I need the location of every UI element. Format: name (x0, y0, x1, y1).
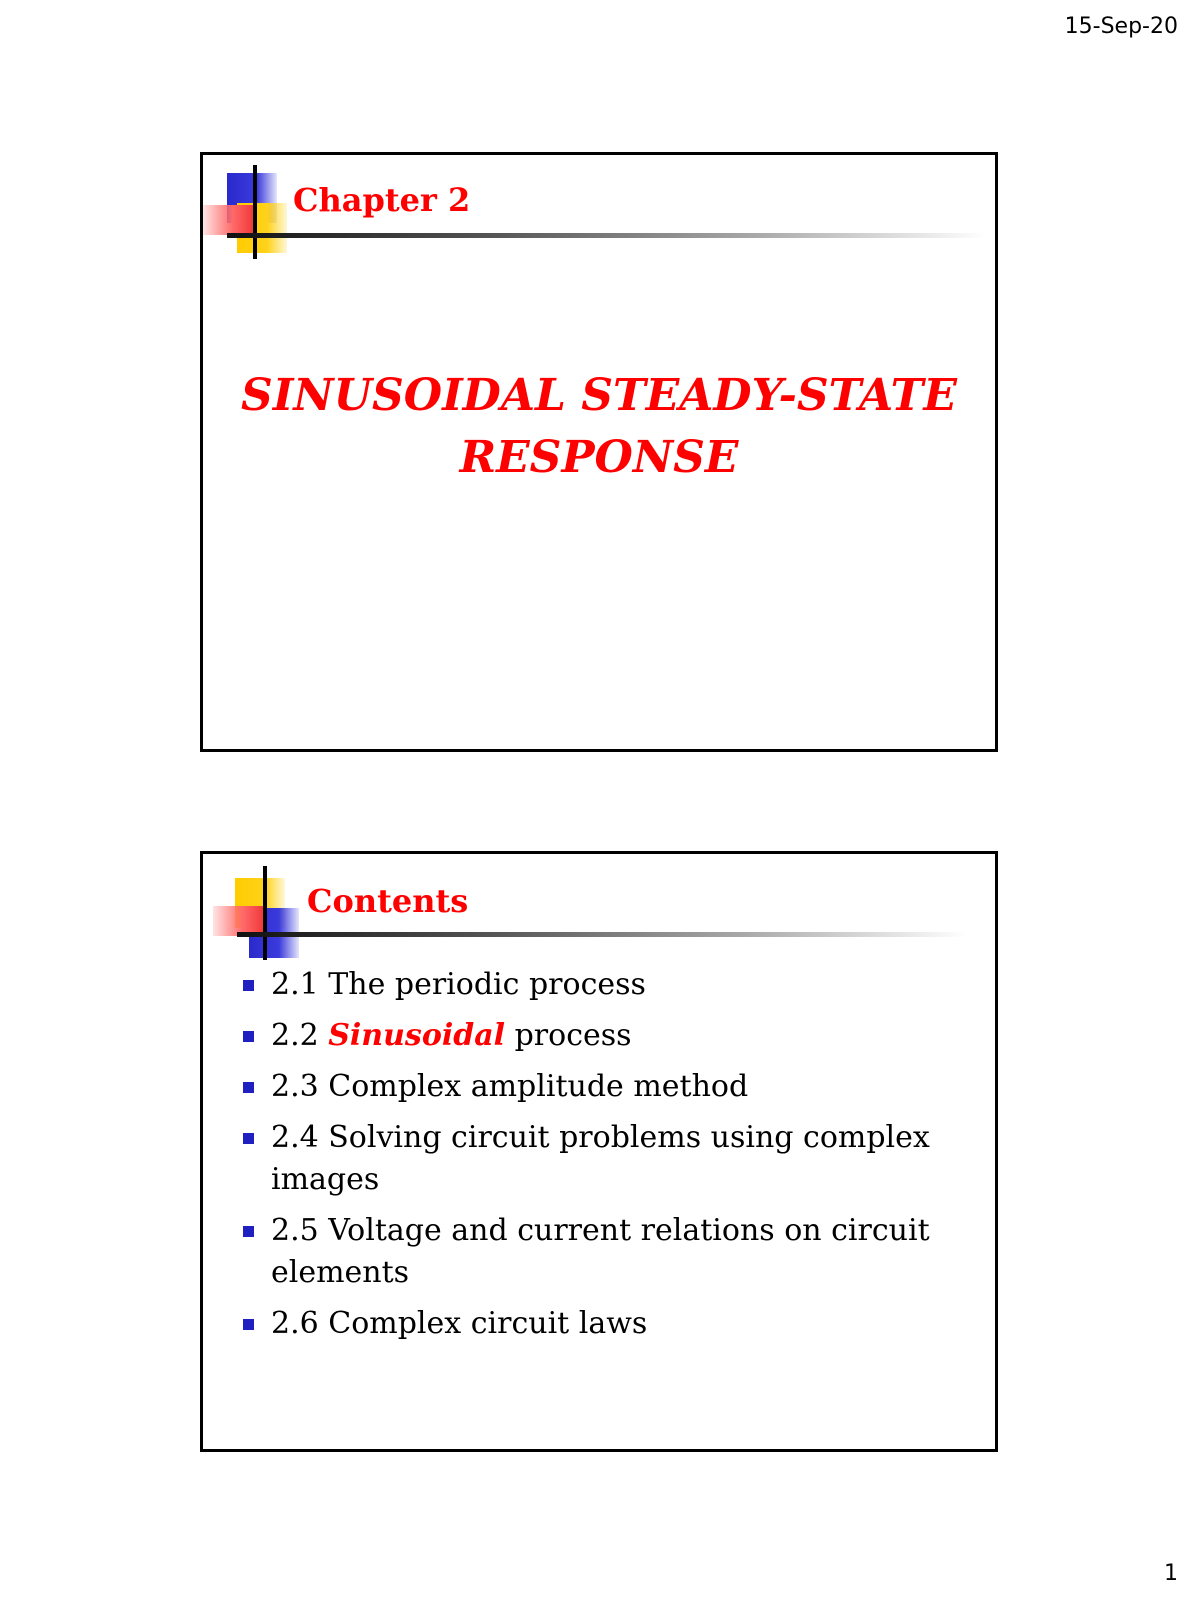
list-item (243, 1117, 935, 1201)
slide-main-title-line-2: RESPONSE (459, 432, 739, 483)
list-item (243, 964, 935, 1006)
list-item-prefix: 2.2 (271, 1018, 329, 1053)
list-item-suffix: process (505, 1018, 632, 1053)
list-item (243, 1210, 935, 1294)
slide-heading: Chapter 2 (293, 181, 471, 219)
list-item (243, 1303, 935, 1345)
slide-title-chapter-2 (200, 152, 998, 752)
slide-heading: Contents (307, 882, 469, 920)
list-item-text: 2.3 Complex amplitude method (271, 1069, 749, 1104)
square-bullet-icon (243, 1133, 254, 1144)
slide-main-title (203, 365, 995, 489)
heading-rule (237, 932, 967, 937)
square-bullet-icon (243, 980, 254, 991)
contents-list (243, 964, 935, 1354)
list-item (243, 1015, 935, 1057)
slide-contents (200, 851, 998, 1452)
square-bullet-icon (243, 1031, 254, 1042)
slide-main-title-line-1: SINUSOIDAL STEADY-STATE (241, 370, 957, 421)
list-item-text: 2.1 The periodic process (271, 967, 646, 1002)
list-item (243, 1066, 935, 1108)
heading-rule (227, 233, 987, 238)
page-date: 15-Sep-20 (1064, 14, 1178, 39)
square-bullet-icon (243, 1319, 254, 1330)
list-item-text: 2.6 Complex circuit laws (271, 1306, 648, 1341)
list-item-text: 2.5 Voltage and current relations on circuit elements (271, 1213, 930, 1290)
list-item-emphasis: Sinusoidal (328, 1018, 506, 1053)
square-bullet-icon (243, 1082, 254, 1093)
square-bullet-icon (243, 1226, 254, 1237)
list-item-text: 2.4 Solving circuit problems using complex images (271, 1120, 930, 1197)
page-number: 1 (1164, 1561, 1178, 1586)
